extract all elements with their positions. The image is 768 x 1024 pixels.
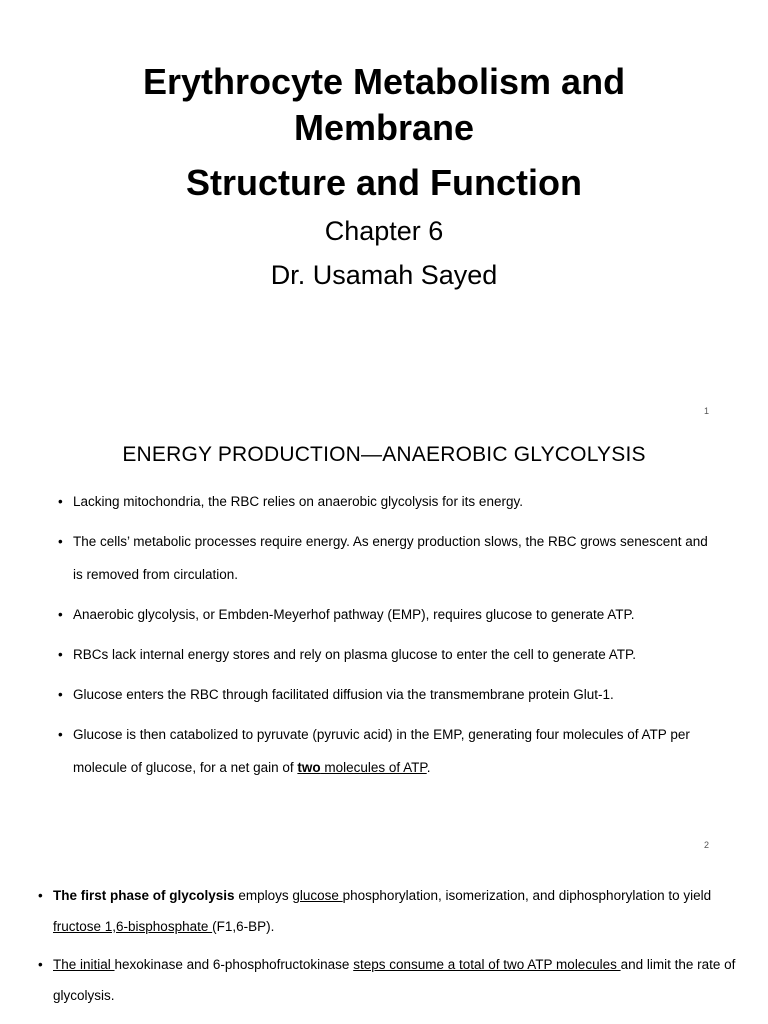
slide-title-line1: Erythrocyte Metabolism and [142,61,626,102]
bullet-text: . [426,760,431,775]
bullet-text: phosphorylation, isomerization, and diphosphorylation to yield [342,888,712,903]
underlined-text: glucose [292,888,343,903]
list-item: • Lacking mitochondria, the RBC relies on anaerobic glycolysis for its energy. [58,485,718,518]
list-item [38,949,738,1011]
underlined-text: molecules of ATP [320,760,427,775]
underlined-text: fructose 1,6-bisphosphate [53,919,213,934]
slide-title-line2: Membrane [293,107,475,148]
list-item [58,718,718,784]
list-item [38,880,738,942]
chapter-label: Chapter 6 [324,216,444,246]
bullet-text: and limit the rate of glycolysis. [53,957,736,1003]
bullet-list [38,880,738,1018]
list-item: • Glucose enters the RBC through facilitated diffusion via the transmembrane protein Glut-1. [58,678,718,711]
list-item: • RBCs lack internal energy stores and rely on plasma glucose to enter the cell to generate ATP. [58,638,718,671]
bullet-list [58,485,718,791]
list-item: • The cells’ metabolic processes require energy. As energy production slows, the RBC grows senescent and is removed from circulation. [58,525,718,591]
bold-phrase: The first phase of glycolysis [53,888,235,903]
underlined-text: The initial [53,957,115,972]
slide-subtitle: Structure and Function [186,162,582,203]
emphasis-two: two [297,760,321,775]
bullet-text: Glucose is then catabolized to pyruvate (pyruvic acid) in the EMP, generating four molecules of ATP per molecule of glucose, for a net gain of [73,727,690,775]
title-slide [0,0,768,425]
section-heading: ENERGY PRODUCTION—ANAEROBIC GLYCOLYSIS [122,443,646,466]
glycolysis-slide [0,860,768,1024]
author-name: Dr. Usamah Sayed [270,260,498,290]
page-number: 1 [704,406,710,416]
bullet-text: hexokinase and 6-phosphofructokinase [114,957,354,972]
bullet-text: employs [234,888,293,903]
underlined-text: steps consume a total of two ATP molecules [353,957,621,972]
bullet-text: (F1,6-BP). [212,919,275,934]
list-item: • Anaerobic glycolysis, or Embden-Meyerhof pathway (EMP), requires glucose to generate ATP. [58,598,718,631]
energy-production-slide [0,425,768,860]
page-number: 2 [704,840,710,850]
